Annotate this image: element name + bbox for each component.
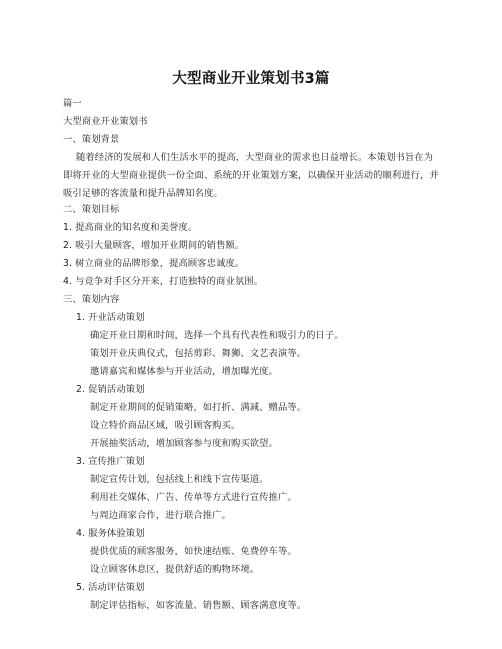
content-line: 与周边商家合作，进行联合推广。 — [90, 510, 231, 521]
background-paragraph: 随着经济的发展和人们生活水平的提高，大型商业的需求也日益增长。本策划书旨在为即将开业的大型商业提供一份全面、系统的开业策划方案，以确保开业活动的顺利进行，并吸引足够的客流量和提升品牌知名度。 — [63, 152, 439, 199]
document-subtitle: 大型商业开业策划书 — [63, 116, 148, 127]
content-line: 设立顾客休息区，提供舒适的购物环境。 — [90, 564, 260, 575]
content-section-title: 5. 活动评估策划 — [76, 582, 145, 593]
content-line: 策划开业庆典仪式，包括剪彩、舞狮、文艺表演等。 — [90, 348, 307, 359]
content-line: 设立特价商品区域，吸引顾客购买。 — [90, 420, 241, 431]
content-line: 确定开业日期和时间，选择一个具有代表性和吸引力的日子。 — [90, 330, 344, 341]
goal-item: 4. 与竞争对手区分开来，打造独特的商业氛围。 — [63, 276, 264, 287]
content-line: 制定评估指标，如客流量、销售额、顾客满意度等。 — [90, 600, 307, 611]
content-section-title: 2. 促销活动策划 — [76, 384, 145, 395]
content-line: 提供优质的顾客服务，如快速结账、免费停车等。 — [90, 546, 297, 557]
goal-item: 2. 吸引大量顾客，增加开业期间的销售额。 — [63, 240, 245, 251]
content-line: 制定开业期间的促销策略，如打折、满减、赠品等。 — [90, 402, 307, 413]
goals-heading: 二、策划目标 — [63, 204, 120, 215]
background-heading: 一、策划背景 — [63, 134, 120, 145]
content-line: 开展抽奖活动，增加顾客参与度和购买欲望。 — [90, 438, 278, 449]
content-section-title: 1. 开业活动策划 — [76, 312, 145, 323]
content-section-title: 4. 服务体验策划 — [76, 528, 145, 539]
goal-item: 3. 树立商业的品牌形象，提高顾客忠诚度。 — [63, 258, 245, 269]
content-section-title: 3. 宣传推广策划 — [76, 456, 145, 467]
document-title: 大型商业开业策划书3篇 — [172, 71, 330, 87]
content-line: 利用社交媒体、广告、传单等方式进行宣传推广。 — [90, 492, 297, 503]
content-line: 制定宣传计划，包括线上和线下宣传渠道。 — [90, 474, 269, 485]
content-heading: 三、策划内容 — [63, 294, 120, 305]
content-line: 邀请嘉宾和媒体参与开业活动，增加曝光度。 — [90, 366, 278, 377]
section-label: 篇一 — [63, 98, 82, 109]
goal-item: 1. 提高商业的知名度和美誉度。 — [63, 222, 198, 233]
